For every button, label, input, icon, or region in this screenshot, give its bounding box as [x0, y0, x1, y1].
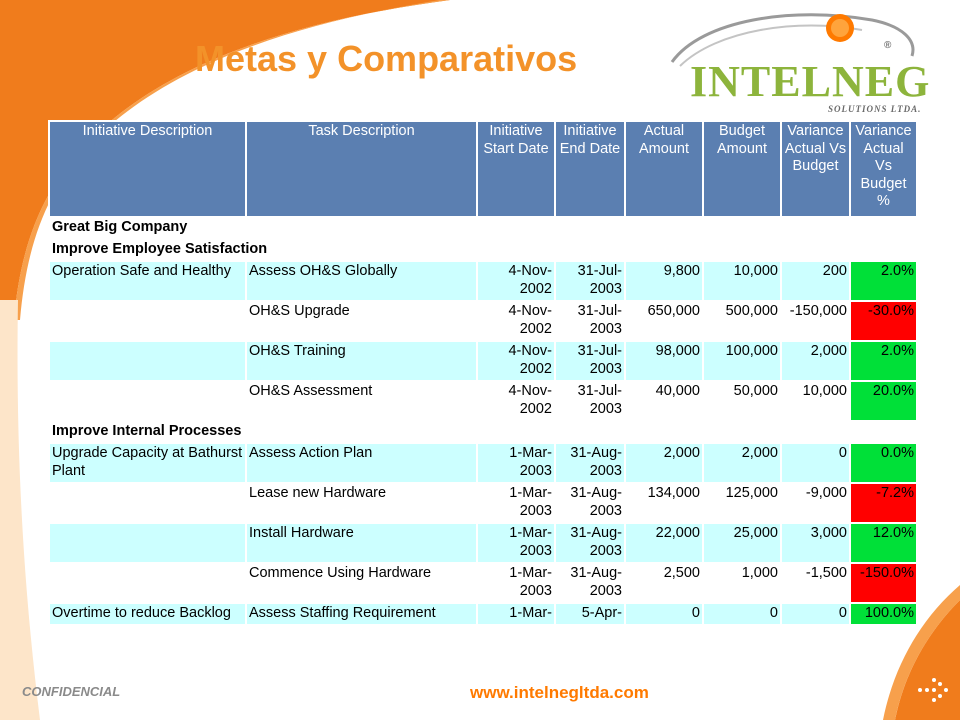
start-date-cell: 4-Nov-2002 [477, 261, 555, 301]
variance-cell: -150,000 [781, 301, 850, 341]
goals-comparison-table [48, 120, 918, 626]
budget-amount-cell: 500,000 [703, 301, 781, 341]
actual-amount-cell: 650,000 [625, 301, 703, 341]
variance-pct-cell: -30.0% [850, 301, 917, 341]
company-row [49, 217, 917, 239]
variance-cell: 200 [781, 261, 850, 301]
variance-pct-cell: 0.0% [850, 443, 917, 483]
col-header-end-date: Initiative End Date [555, 121, 625, 217]
initiative-cell [49, 301, 246, 341]
task-cell: Commence Using Hardware [246, 563, 477, 603]
initiative-cell [49, 563, 246, 603]
budget-amount-cell: 10,000 [703, 261, 781, 301]
end-date-cell: 31-Aug-2003 [555, 443, 625, 483]
initiative-cell [49, 483, 246, 523]
task-cell: Assess Action Plan [246, 443, 477, 483]
table-row [49, 381, 917, 421]
confidential-label: CONFIDENCIAL [22, 684, 121, 699]
start-date-cell: 1-Mar-2003 [477, 523, 555, 563]
initiative-cell: Overtime to reduce Backlog [49, 603, 246, 625]
budget-amount-cell: 125,000 [703, 483, 781, 523]
actual-amount-cell: 98,000 [625, 341, 703, 381]
variance-cell: 2,000 [781, 341, 850, 381]
start-date-cell: 4-Nov-2002 [477, 381, 555, 421]
col-header-budget: Budget Amount [703, 121, 781, 217]
initiative-cell [49, 381, 246, 421]
task-cell: Assess Staffing Requirement [246, 603, 477, 625]
actual-amount-cell: 2,500 [625, 563, 703, 603]
variance-cell: -1,500 [781, 563, 850, 603]
end-date-cell: 5-Apr- [555, 603, 625, 625]
variance-cell: 0 [781, 443, 850, 483]
variance-pct-cell: 12.0% [850, 523, 917, 563]
budget-amount-cell: 0 [703, 603, 781, 625]
col-header-variance-pct: Variance Actual Vs Budget % [850, 121, 917, 217]
task-cell: Lease new Hardware [246, 483, 477, 523]
start-date-cell: 1-Mar-2003 [477, 483, 555, 523]
end-date-cell: 31-Jul-2003 [555, 341, 625, 381]
col-header-task: Task Description [246, 121, 477, 217]
start-date-cell: 1-Mar- [477, 603, 555, 625]
initiative-cell: Operation Safe and Healthy [49, 261, 246, 301]
col-header-start-date: Initiative Start Date [477, 121, 555, 217]
budget-amount-cell: 1,000 [703, 563, 781, 603]
variance-cell: 10,000 [781, 381, 850, 421]
end-date-cell: 31-Jul-2003 [555, 261, 625, 301]
page-title: Metas y Comparativos [195, 38, 578, 79]
variance-pct-cell: -150.0% [850, 563, 917, 603]
end-date-cell: 31-Aug-2003 [555, 563, 625, 603]
variance-pct-cell: 100.0% [850, 603, 917, 625]
table-row [49, 341, 917, 381]
task-cell: Install Hardware [246, 523, 477, 563]
initiative-cell [49, 523, 246, 563]
actual-amount-cell: 2,000 [625, 443, 703, 483]
col-header-variance: Variance Actual Vs Budget [781, 121, 850, 217]
table-row [49, 301, 917, 341]
start-date-cell: 1-Mar-2003 [477, 563, 555, 603]
section-title: Improve Employee Satisfaction [49, 239, 917, 261]
actual-amount-cell: 40,000 [625, 381, 703, 421]
table-row [49, 443, 917, 483]
registered-mark: ® [884, 40, 892, 51]
table-row [49, 261, 917, 301]
intelneg-logo [662, 0, 960, 118]
start-date-cell: 4-Nov-2002 [477, 341, 555, 381]
next-arrow-icon[interactable] [900, 660, 960, 720]
section-title: Improve Internal Processes [49, 421, 917, 443]
task-cell: Assess OH&S Globally [246, 261, 477, 301]
table-row [49, 563, 917, 603]
variance-pct-cell: -7.2% [850, 483, 917, 523]
budget-amount-cell: 100,000 [703, 341, 781, 381]
end-date-cell: 31-Jul-2003 [555, 381, 625, 421]
variance-pct-cell: 2.0% [850, 341, 917, 381]
end-date-cell: 31-Jul-2003 [555, 301, 625, 341]
actual-amount-cell: 0 [625, 603, 703, 625]
logo-subtitle: SOLUTIONS LTDA. [828, 104, 922, 114]
variance-pct-cell: 20.0% [850, 381, 917, 421]
start-date-cell: 1-Mar-2003 [477, 443, 555, 483]
actual-amount-cell: 134,000 [625, 483, 703, 523]
table-row [49, 523, 917, 563]
variance-pct-cell: 2.0% [850, 261, 917, 301]
initiative-cell: Upgrade Capacity at Bathurst Plant [49, 443, 246, 483]
table-header-row [49, 121, 917, 217]
budget-amount-cell: 50,000 [703, 381, 781, 421]
actual-amount-cell: 9,800 [625, 261, 703, 301]
end-date-cell: 31-Aug-2003 [555, 523, 625, 563]
variance-cell: 3,000 [781, 523, 850, 563]
company-label: Great Big Company [49, 217, 917, 239]
variance-cell: -9,000 [781, 483, 850, 523]
end-date-cell: 31-Aug-2003 [555, 483, 625, 523]
table-row [49, 483, 917, 523]
task-cell: OH&S Training [246, 341, 477, 381]
actual-amount-cell: 22,000 [625, 523, 703, 563]
section-row [49, 239, 917, 261]
website-link[interactable]: www.intelnegltda.com [470, 683, 649, 702]
budget-amount-cell: 2,000 [703, 443, 781, 483]
section-row [49, 421, 917, 443]
variance-cell: 0 [781, 603, 850, 625]
initiative-cell [49, 341, 246, 381]
table-row [49, 603, 917, 625]
task-cell: OH&S Assessment [246, 381, 477, 421]
col-header-initiative: Initiative Description [49, 121, 246, 217]
budget-amount-cell: 25,000 [703, 523, 781, 563]
logo-wordmark: INTELNEG [690, 57, 931, 106]
start-date-cell: 4-Nov-2002 [477, 301, 555, 341]
task-cell: OH&S Upgrade [246, 301, 477, 341]
col-header-actual: Actual Amount [625, 121, 703, 217]
